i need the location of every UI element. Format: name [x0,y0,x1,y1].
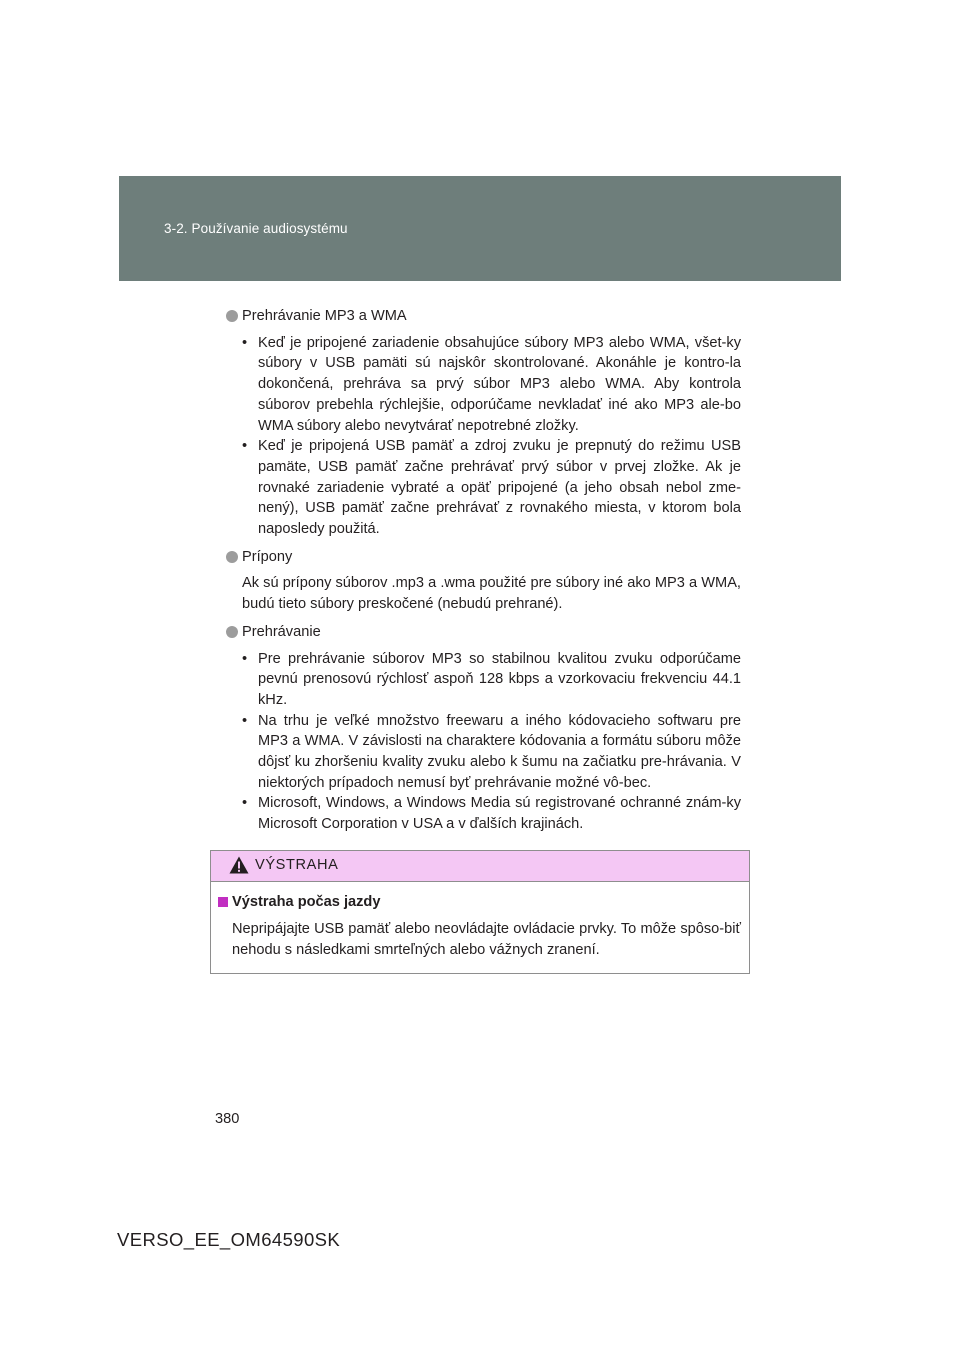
section-paragraph: Ak sú prípony súborov .mp3 a .wma použité pre súbory iné ako MP3 a WMA, budú tieto súbory preskočené (nebudú prehrané). [242,575,741,613]
main-content [226,306,741,842]
section-title-text: Prehrávanie [242,623,321,640]
warning-title: VÝSTRAHA [255,857,339,873]
warning-triangle-icon [229,856,249,874]
section-title [226,547,741,568]
document-code: VERSO_EE_OM64590SK [117,1229,341,1250]
bullet-glyph: • [242,334,248,351]
list-item: • Keď je pripojené zariadenie obsahujúce súbory MP3 alebo WMA, všet-ky súbory v USB pamäti sú najskôr skontrolované. Akonáhle je kontro-la dokončená, prehráva sa prvý súbor MP3 alebo WMA. Aby kontrola súborov prebehla rýchlejšie, odporúčame nevkladať iné ako MP3 ale-bo WMA súbory alebo nevytvárať nepotrebné zložky. [242,334,741,434]
bullet-glyph: • [242,795,248,812]
section-title-text: Prehrávanie MP3 a WMA [242,308,407,324]
list-item: • Pre prehrávanie súborov MP3 so stabilnou kvalitou zvuku odporúčame pevnú prenosovú rýchlosť aspoň 128 kbps a vzorkovaciu frekvenciu 44.1 kHz. [242,650,741,708]
bullet-glyph: • [242,712,248,729]
section-title [226,306,741,327]
bullet-list [226,333,741,540]
page-number: 380 [215,1111,240,1127]
circle-bullet-icon [226,626,238,638]
warning-subtitle-text: Výstraha počas jazdy [232,894,381,910]
bullet-glyph: • [242,650,248,667]
bullet-glyph: • [242,438,248,455]
warning-subtitle [216,892,741,913]
section-header-band [119,176,841,281]
section-title [226,622,741,643]
circle-bullet-icon [226,310,238,322]
section-title-text: Prípony [242,548,293,565]
warning-box [210,850,750,974]
section-header-title: 3-2. Používanie audiosystému [164,221,348,236]
list-item: • Na trhu je veľké množstvo freewaru a iného kódovacieho softwaru pre MP3 a WMA. V závislosti na charaktere kódovania a formátu súboru môže dôjsť ku zhoršeniu kvality zvuku alebo k šumu na začiatku pre-hrávania. V niektorých prípadoch nemusí byť prehrávanie možné vô-bec. [242,712,741,791]
warning-header [211,851,749,882]
bullet-list [226,649,741,835]
section-mp3-wma-playback [226,306,741,540]
list-item: • Keď je pripojená USB pamäť a zdroj zvuku je prepnutý do režimu USB pamäte, USB pamäť začne prehrávať prvý súbor v prvej zložke. Ak je rovnaké zariadenie vybraté a opäť pripojené (a jeho obsah nebol zme-nený), USB pamäť začne prehrávať z rovnakého miesta, v ktorom bola naposledy použitá. [242,438,741,538]
section-playback [226,622,741,835]
warning-body [211,882,749,961]
section-file-extensions [226,547,741,615]
square-bullet-icon [218,897,228,907]
warning-text: Nepripájajte USB pamäť alebo neovládajte ovládacie prvky. To môže spôso-biť nehodu s následkami smrteľných alebo vážnych zranení. [232,921,741,958]
list-item: • Microsoft, Windows, a Windows Media sú registrované ochranné znám-ky Microsoft Corporation v USA a v ďalších krajinách. [242,795,741,833]
circle-bullet-icon [226,551,238,563]
